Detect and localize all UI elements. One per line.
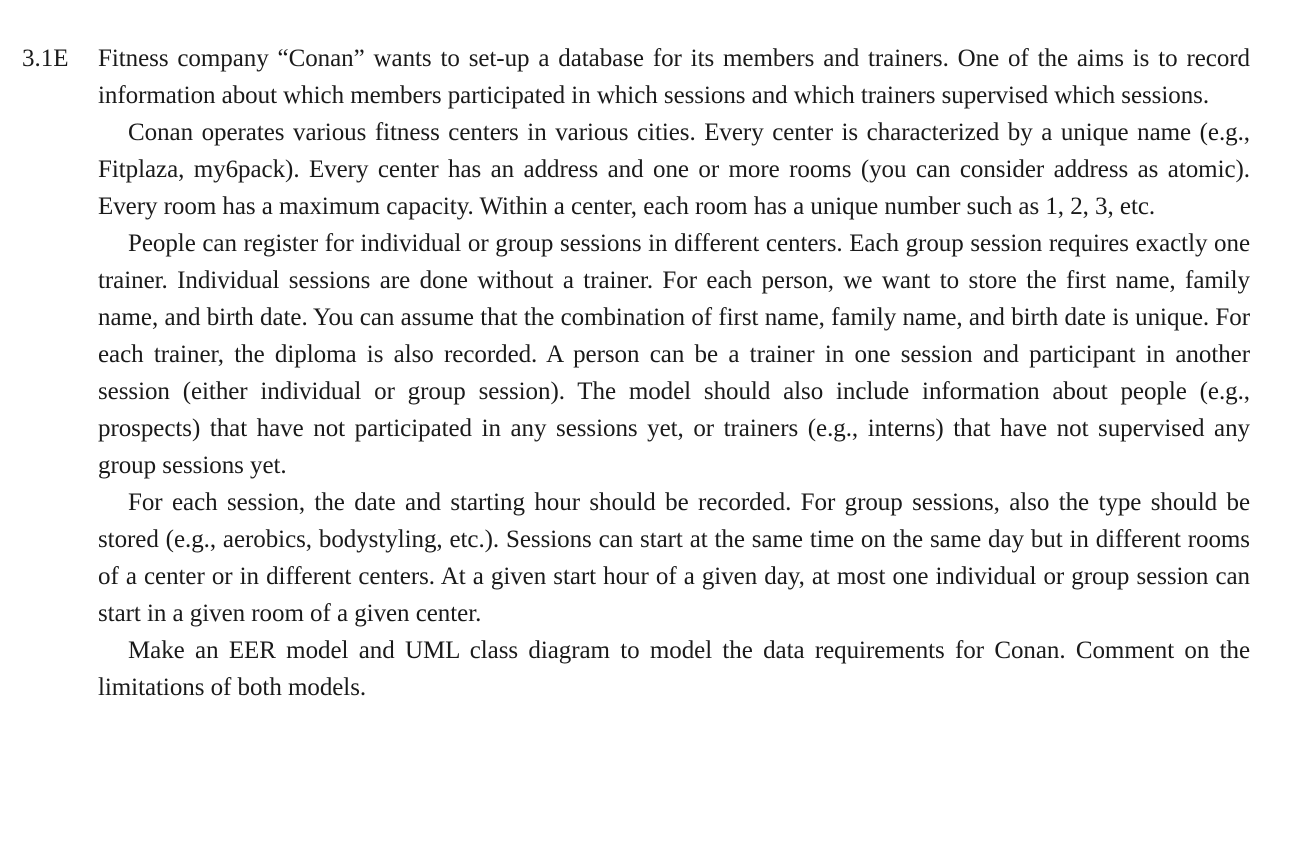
exercise-number: 3.1E bbox=[22, 45, 69, 72]
paragraph-sessions: For each session, the date and starting hour should be recorded. For group sessions, also the type should be stored (e.g., aerobics, bodystyling, etc.). Sessions can start at the same time on the same day but in different rooms of a center or in different centers. At a given start hour of a given day, at most one individual or group session can start in a given room of a given center. bbox=[98, 489, 1250, 627]
paragraph-task: Make an EER model and UML class diagram to model the data requirements for Conan. Comment on the limitations of both models. bbox=[98, 637, 1250, 701]
paragraph-people: People can register for individual or group sessions in different centers. Each group session requires exactly one trainer. Individual sessions are done without a trainer. For each person, we want to store the first name, family name, and birth date. You can assume that the combination of first name, family name, and birth date is unique. For each trainer, the diploma is also recorded. A person can be a trainer in one session and participant in another session (either individual or group session). The model should also include information about people (e.g., prospects) that have not participated in any sessions yet, or trainers (e.g., interns) that have not supervised any group sessions yet. bbox=[98, 230, 1250, 479]
paragraph-intro: Fitness company “Conan” wants to set-up a database for its members and trainers. One of the aims is to record information about which members participated in which sessions and which trainers supervised which sessions. bbox=[98, 45, 1250, 109]
paragraph-centers: Conan operates various fitness centers in various cities. Every center is characterized by a unique name (e.g., Fitplaza, my6pack). Every center has an address and one or more rooms (you can consider address as atomic). Every room has a maximum capacity. Within a center, each room has a unique number such as 1, 2, 3, etc. bbox=[98, 119, 1250, 220]
exercise-block bbox=[22, 40, 1250, 706]
exercise-body bbox=[98, 40, 1250, 706]
